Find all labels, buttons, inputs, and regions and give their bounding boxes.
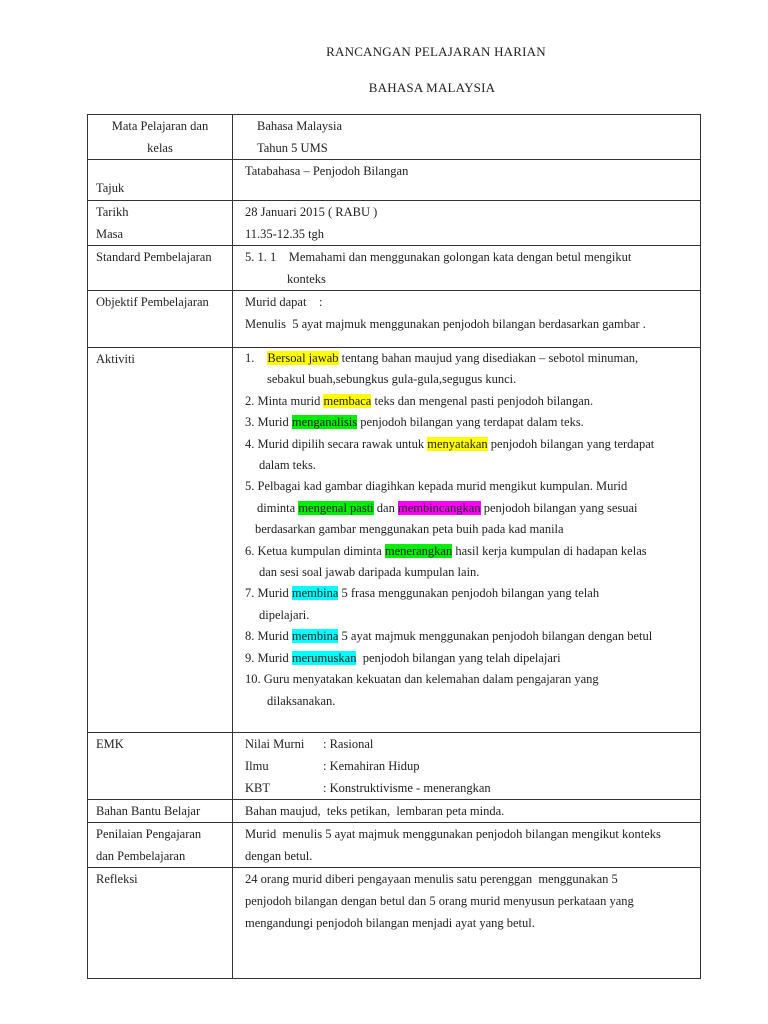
activity-text: dalam teks.	[259, 458, 316, 473]
activity-text: diminta	[257, 500, 299, 515]
emk-item	[245, 777, 696, 799]
subject-value-line1: Bahasa Malaysia	[257, 119, 343, 133]
activity-label-text: Aktiviti	[96, 352, 135, 366]
emk-item	[245, 755, 696, 777]
standard-value	[233, 246, 701, 291]
highlight-text: mengenal pasti	[298, 500, 374, 515]
activity-text: penjodoh bilangan yang terdapat dalam teks.	[357, 415, 584, 430]
objective-value-line1: Murid dapat :	[245, 295, 323, 309]
reflection-value-line2: penjodoh bilangan dengan betul dan 5 orang murid menyusun perkataan yang	[245, 894, 634, 908]
row-subject	[88, 115, 701, 160]
subject-label-line1: Mata Pelajaran dan	[111, 119, 209, 133]
standard-value-line1: 5. 1. 1 Memahami dan menggunakan golongan kata dengan betul mengikut	[245, 250, 632, 264]
emk-val: : Rasional	[323, 737, 374, 751]
list-item	[245, 541, 696, 584]
activity-list	[245, 348, 696, 712]
lesson-plan-table	[87, 114, 701, 979]
standard-value-line2: konteks	[287, 272, 326, 286]
row-date	[88, 201, 701, 246]
topic-label	[88, 160, 233, 201]
subject-value-line2: Tahun 5 UMS	[257, 141, 328, 155]
emk-label-text: EMK	[96, 737, 124, 751]
activity-text: tentang bahan maujud yang disediakan – sebotol minuman,	[338, 351, 639, 365]
document-title: RANCANGAN PELAJARAN HARIAN	[326, 44, 546, 59]
activity-text: 9. Murid	[245, 650, 292, 665]
activity-text: 5 ayat majmuk menggunakan penjodoh bilangan dengan betul	[338, 629, 653, 644]
materials-value	[233, 800, 701, 823]
activity-text: dan	[373, 500, 398, 515]
list-item	[245, 391, 696, 412]
highlight-text: menerangkan	[384, 543, 453, 558]
reflection-label	[88, 868, 233, 979]
list-item	[245, 412, 696, 433]
emk-label	[88, 733, 233, 800]
list-item	[245, 434, 696, 477]
objective-label	[88, 291, 233, 348]
date-label-date: Tarikh	[96, 205, 129, 219]
materials-value-text: Bahan maujud, teks petikan, lembaran peta minda.	[245, 804, 505, 818]
highlight-text: Bersoal jawab	[267, 351, 339, 365]
list-item	[245, 669, 696, 712]
topic-value	[233, 160, 701, 201]
list-item	[245, 648, 696, 669]
reflection-label-text: Refleksi	[96, 872, 138, 886]
activity-text: hasil kerja kumpulan di hadapan kelas	[452, 543, 647, 558]
emk-value	[233, 733, 701, 800]
objective-value-line2: Menulis 5 ayat majmuk menggunakan penjodoh bilangan berdasarkan gambar .	[245, 317, 646, 331]
highlight-text: menyatakan	[427, 436, 488, 451]
row-standard	[88, 246, 701, 291]
list-item	[245, 583, 696, 626]
topic-value-text: Tatabahasa – Penjodoh Bilangan	[245, 164, 409, 178]
list-item	[245, 348, 696, 391]
date-label	[88, 201, 233, 246]
emk-key: Ilmu	[245, 759, 269, 773]
row-reflection	[88, 868, 701, 979]
emk-key: KBT	[245, 781, 270, 795]
list-item	[245, 626, 696, 647]
list-item	[245, 476, 696, 540]
activity-text: 3. Murid	[245, 415, 292, 430]
subject-label	[88, 115, 233, 160]
date-value-time: 11.35-12.35 tgh	[245, 227, 325, 241]
assessment-label-line2: dan Pembelajaran	[96, 849, 186, 863]
activity-text: dilaksanakan.	[267, 693, 336, 708]
activity-text: 8. Murid	[245, 629, 292, 644]
activity-text: 7. Murid	[245, 586, 292, 601]
standard-label	[88, 246, 233, 291]
emk-item	[245, 733, 696, 755]
row-materials	[88, 800, 701, 823]
activity-text: 6. Ketua kumpulan diminta	[245, 543, 385, 558]
standard-label-text: Standard Pembelajaran	[96, 250, 212, 264]
objective-value	[233, 291, 701, 348]
activity-value	[233, 348, 701, 733]
activity-text: 5. Pelbagai kad gambar diagihkan kepada murid mengikut kumpulan. Murid	[245, 479, 628, 494]
subject-value	[233, 115, 701, 160]
activity-text: 5 frasa menggunakan penjodoh bilangan yang telah	[338, 586, 600, 601]
emk-key: Nilai Murni	[245, 737, 305, 751]
emk-val: : Kemahiran Hidup	[323, 759, 420, 773]
date-value	[233, 201, 701, 246]
assessment-value	[233, 823, 701, 868]
date-label-time: Masa	[96, 227, 124, 241]
row-assessment	[88, 823, 701, 868]
date-value-date: 28 Januari 2015 ( RABU )	[245, 205, 378, 219]
reflection-value-line1: 24 orang murid diberi pengayaan menulis satu perenggan menggunakan 5	[245, 872, 618, 886]
subject-label-line2: kelas	[147, 141, 173, 155]
objective-label-text: Objektif Pembelajaran	[96, 295, 209, 309]
highlight-text: membina	[291, 586, 339, 601]
highlight-text: merumuskan	[291, 650, 357, 665]
assessment-value-line2: dengan betul.	[245, 849, 313, 863]
assessment-label	[88, 823, 233, 868]
materials-label	[88, 800, 233, 823]
row-activity	[88, 348, 701, 733]
assessment-label-line1: Penilaian Pengajaran	[96, 827, 202, 841]
activity-text: 4. Murid dipilih secara rawak untuk	[245, 436, 428, 451]
activity-text: penjodoh bilangan yang telah dipelajari	[356, 650, 561, 665]
topic-label-text: Tajuk	[96, 181, 125, 195]
row-objective	[88, 291, 701, 348]
highlight-text: membaca	[323, 393, 372, 408]
row-emk	[88, 733, 701, 800]
document-subtitle: BAHASA MALAYSIA	[368, 80, 496, 95]
activity-text: berdasarkan gambar menggunakan peta buih pada kad manila	[255, 522, 564, 537]
emk-val: : Konstruktivisme - menerangkan	[323, 781, 491, 795]
activity-text: penjodoh bilangan yang sesuai	[480, 500, 638, 515]
activity-text: 10. Guru menyatakan kekuatan dan kelemahan dalam pengajaran yang	[245, 672, 599, 687]
materials-label-text: Bahan Bantu Belajar	[96, 804, 201, 818]
row-topic	[88, 160, 701, 201]
activity-text: 2. Minta murid	[245, 393, 324, 408]
activity-label	[88, 348, 233, 733]
activity-text: dan sesi soal jawab daripada kumpulan lain.	[259, 565, 480, 580]
reflection-value	[233, 868, 701, 979]
highlight-text: membincangkan	[397, 500, 481, 515]
activity-text: penjodoh bilangan yang terdapat	[487, 436, 655, 451]
assessment-value-line1: Murid menulis 5 ayat majmuk menggunakan penjodoh bilangan mengikut konteks	[245, 827, 661, 841]
activity-text: teks dan mengenal pasti penjodoh bilangan.	[371, 393, 594, 408]
highlight-text: membina	[291, 629, 339, 644]
reflection-value-line3: mengandungi penjodoh bilangan menjadi ayat yang betul.	[245, 916, 535, 930]
activity-text: dipelajari.	[259, 607, 310, 622]
highlight-text: menganalisis	[291, 415, 358, 430]
activity-number: 1.	[245, 351, 255, 365]
activity-text: sebakul buah,sebungkus gula-gula,segugus kunci.	[267, 372, 517, 387]
